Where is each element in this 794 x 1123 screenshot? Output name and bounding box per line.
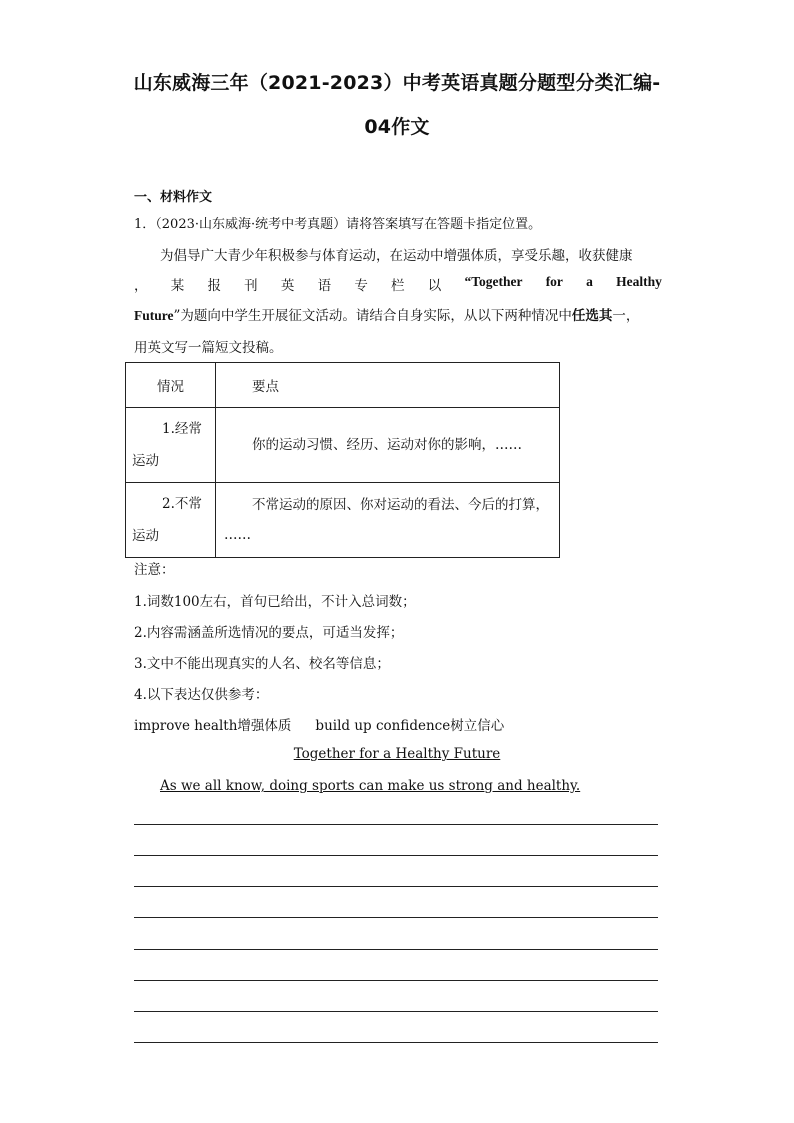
essay-first-sentence (160, 778, 580, 794)
prompt-line-2-word: 栏 (391, 278, 405, 294)
prompt-line-2-word: 报 (207, 278, 221, 294)
prompt-line-2-word: 英 (280, 278, 295, 294)
writing-line[interactable] (134, 980, 658, 981)
writing-line[interactable] (134, 917, 658, 918)
writing-line[interactable] (134, 1011, 658, 1012)
prompt-line-2-word: 刊 (244, 278, 258, 294)
note-item-2: 2.内容需涵盖所选情况的要点，可适当发挥； (134, 625, 404, 641)
prompt-line-3-end: 一， (612, 308, 640, 324)
table-cell-case (126, 408, 216, 483)
reference-expressions (134, 714, 504, 734)
question-source: （2023·山东威海·统考中考真题）请将答案填写在答题卡指定位置。 (155, 217, 542, 232)
essay-title-text: Together for a Healthy Future (293, 746, 501, 762)
prompt-line-2-word: for (545, 274, 563, 289)
section-heading: 一、材料作文 (134, 190, 213, 205)
notes-label: 注意： (134, 562, 175, 578)
writing-line[interactable] (134, 949, 658, 950)
prompt-line-2 (134, 274, 662, 294)
prompt-future-word: Future (134, 308, 174, 323)
prompt-line-3-text: ”为题向中学生开展征文活动。请结合自身实际，从以下两种情况中 (173, 308, 572, 324)
prompt-line-2-word: “Together (464, 274, 523, 289)
prompt-line-3 (134, 304, 662, 324)
note-item-4: 4.以下表达仅供参考： (134, 687, 269, 703)
table-cell-points (216, 408, 560, 483)
essay-first-sentence-text: As we all know, doing sports can make us strong and healthy. (160, 778, 581, 794)
writing-line[interactable] (134, 1042, 658, 1043)
prompt-line-2-word: 专 (354, 278, 368, 294)
case-label-line-2: 运动 (132, 528, 159, 544)
question-number: 1． (134, 217, 156, 232)
document-title-line-1: 山东威海三年（2021-2023）中考英语真题分题型分类汇编- (133, 72, 661, 94)
case-label-line-2: 运动 (132, 453, 159, 469)
writing-line[interactable] (134, 824, 658, 825)
requirements-table (125, 362, 560, 558)
table-header-row (126, 363, 560, 408)
prompt-line-2-word: a (586, 274, 593, 289)
table-cell-case (126, 483, 216, 558)
prompt-line-2-word: 语 (317, 278, 332, 294)
note-item-3: 3.文中不能出现真实的人名、校名等信息； (134, 656, 390, 672)
note-item-1: 1.词数100左右，首句已给出，不计入总词数； (134, 594, 416, 610)
prompt-emphasis: 任选其 (571, 308, 613, 323)
prompt-line-2-word: 某 (170, 278, 185, 294)
table-row (126, 483, 560, 558)
prompt-line-4: 用英文写一篇短文投稿。 (134, 340, 283, 356)
reference-expression-2: build up confidence树立信心 (315, 718, 505, 734)
prompt-line-2-word: 以 (427, 278, 442, 294)
document-title-line-2: 04作文 (364, 116, 430, 138)
prompt-line-1: 为倡导广大青少年积极参与体育运动，在运动中增强体质，享受乐趣，收获健康 (160, 248, 633, 264)
writing-line[interactable] (134, 855, 658, 856)
table-cell-points (216, 483, 560, 558)
essay-title (0, 746, 794, 762)
points-line-2: …… (224, 527, 251, 543)
table-header-points: 要点 (216, 363, 560, 408)
question-header (134, 213, 541, 232)
prompt-line-2-word: ， (134, 278, 148, 294)
prompt-line-2-word: Healthy (616, 274, 662, 289)
points-line-1: 不常运动的原因、你对运动的看法、今后的打算， (252, 497, 549, 513)
case-label-line-1: 2.不常 (162, 496, 202, 512)
table-header-case: 情况 (126, 363, 216, 408)
reference-expression-1: improve health增强体质 (134, 718, 292, 734)
writing-line[interactable] (134, 886, 658, 887)
case-label-line-1: 1.经常 (162, 421, 202, 437)
points-line-1: 你的运动习惯、经历、运动对你的影响，…… (252, 437, 522, 453)
table-row (126, 408, 560, 483)
